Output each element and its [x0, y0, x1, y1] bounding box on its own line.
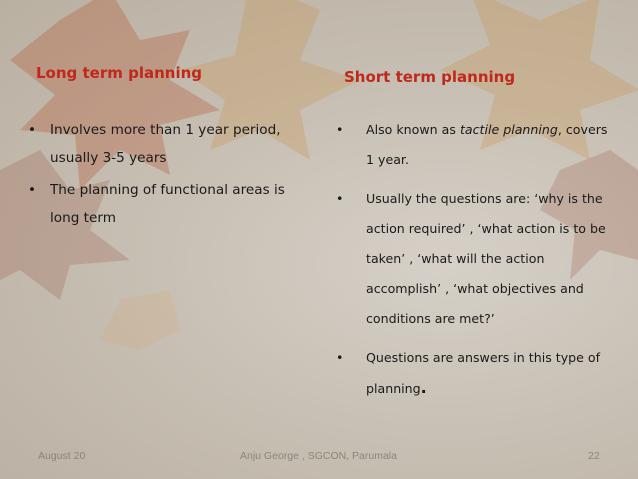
bullet-text-suffix: , covers 1 year. [366, 122, 608, 167]
bullet-text: The planning of functional areas is long term [50, 182, 285, 226]
bullet-period: . [420, 378, 427, 397]
footer-date: August 20 [38, 450, 86, 462]
bullet-icon: • [336, 122, 344, 137]
right-heading: Short term planning [344, 68, 516, 86]
list-item [336, 115, 611, 175]
bullet-icon: • [336, 350, 344, 365]
footer-page-number: 22 [588, 450, 600, 462]
left-bullet-list [28, 116, 293, 232]
bullet-text-prefix: Also known as [366, 122, 460, 137]
bullet-icon: • [28, 122, 37, 138]
list-item [336, 184, 611, 334]
bullet-icon: • [336, 191, 344, 206]
bullet-icon: • [28, 182, 37, 198]
list-item [28, 176, 293, 232]
list-item [28, 116, 293, 172]
bullet-text: Usually the questions are: ‘why is the action required’ , ‘what action is to be taken’ , ‘what will the action accomplish’ , ‘what objectives and conditions are met?’ [366, 191, 606, 326]
bullet-text: Questions are answers in this type of planning [366, 350, 601, 396]
left-heading: Long term planning [36, 64, 203, 82]
right-bullet-list [336, 115, 611, 404]
list-item [336, 343, 611, 404]
bullet-text: Involves more than 1 year period, usually 3-5 years [50, 122, 281, 166]
footer-author: Anju George , SGCON, Parumala [240, 450, 397, 462]
bullet-text-italic: tactile planning [459, 122, 558, 137]
